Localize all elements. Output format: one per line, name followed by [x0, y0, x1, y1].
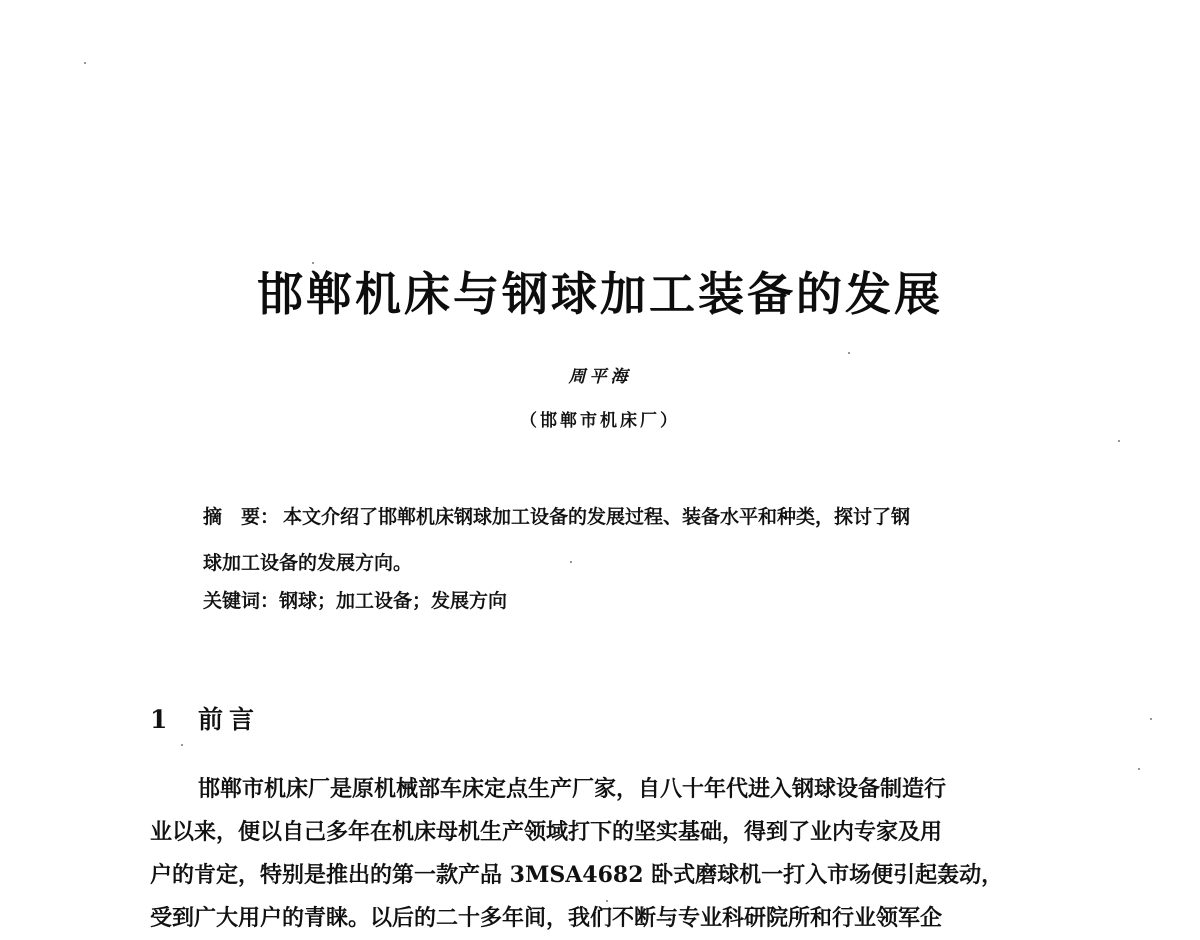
scan-speck — [570, 561, 572, 563]
keywords-label: 关键词： — [203, 590, 280, 612]
keywords-block — [203, 586, 507, 613]
section-title: 前言 — [198, 705, 261, 734]
scan-speck — [1118, 440, 1120, 442]
body-line: 受到广大用户的青睐。以后的二十多年间，我们不断与专业科研院所和行业领军企 — [150, 905, 943, 931]
abstract-text-1: 本文介绍了邯郸机床钢球加工设备的发展过程、装备水平和种类，探讨了钢 — [283, 506, 911, 528]
scan-speck — [181, 744, 183, 746]
abstract-label: 摘 要： — [203, 506, 280, 528]
body-line: 邯郸市机床厂是原机械部车床定点生产厂家，自八十年代进入钢球设备制造行 — [198, 776, 947, 802]
section-heading — [150, 700, 260, 736]
scan-speck — [84, 62, 86, 64]
body-line: 业以来，便以自己多年在机床母机生产领域打下的坚实基础，得到了业内专家及用 — [150, 819, 943, 845]
scan-speck — [1150, 718, 1152, 720]
abstract-block — [203, 494, 1023, 586]
scan-speck — [848, 352, 850, 354]
scan-speck — [606, 900, 608, 902]
author-name: 周平海 — [568, 367, 632, 387]
body-line: 户的肯定，特别是推出的第一款产品 3MSA4682 卧式磨球机一打入市场便引起轰动， — [150, 862, 1004, 888]
scan-speck — [1138, 768, 1140, 770]
keywords-text: 钢球；加工设备；发展方向 — [279, 590, 508, 612]
author-affiliation: （邯郸市机床厂） — [520, 411, 680, 431]
scan-speck — [312, 262, 314, 264]
abstract-line-2: 球加工设备的发展方向。 — [203, 552, 413, 574]
section-number: 1 — [150, 705, 174, 734]
document-title: 邯郸机床与钢球加工装备的发展 — [257, 267, 943, 321]
section-body — [150, 768, 1055, 940]
abstract-line-1 — [203, 494, 1023, 540]
